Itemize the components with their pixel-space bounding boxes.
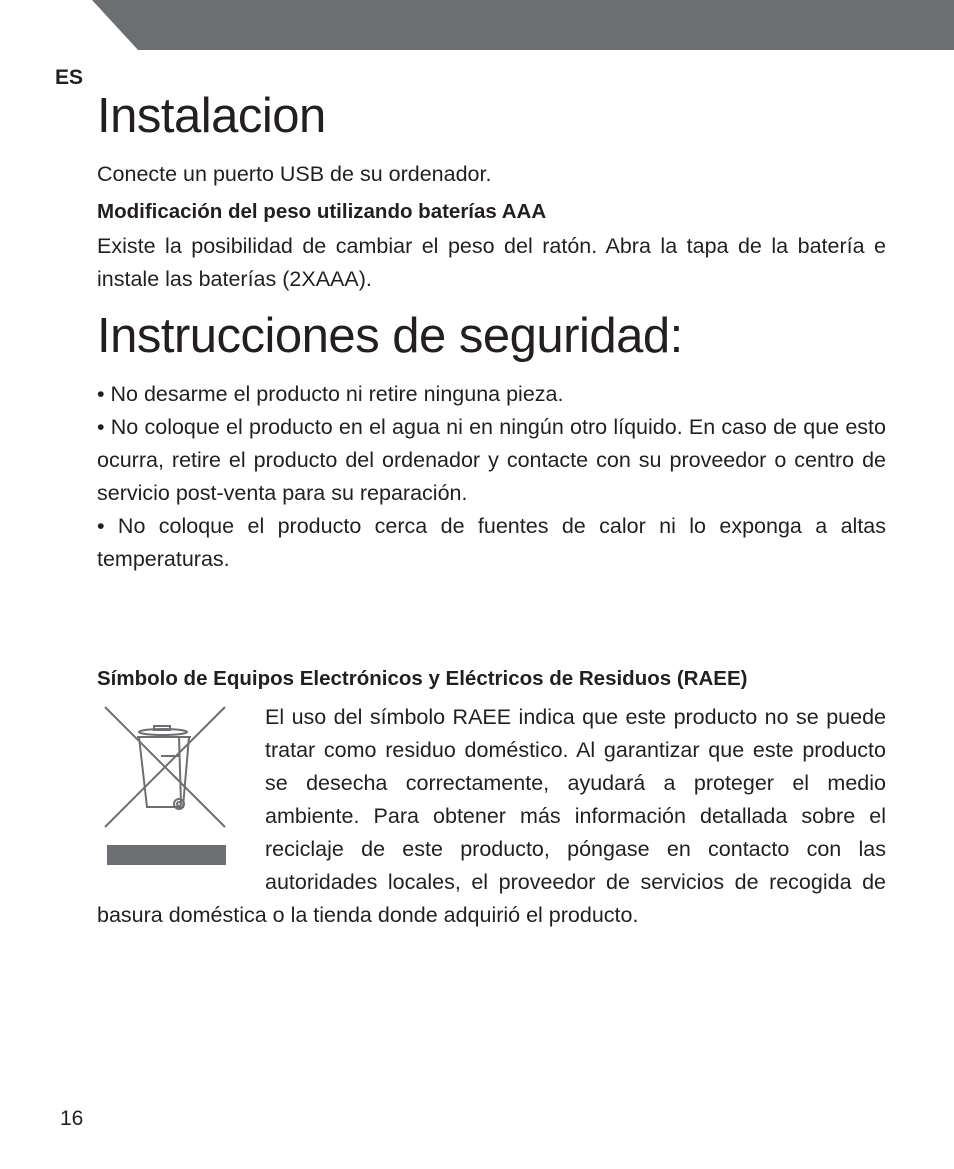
weight-paragraph: Existe la posibilidad de cambiar el peso del ratón. Abra la tapa de la batería e instale las baterías (2XAAA). xyxy=(97,233,886,291)
header-band xyxy=(0,0,954,50)
safety-item: • No coloque el producto en el agua ni en ningún otro líquido. En caso de que esto ocurra, retire el producto del ordenador y contacte con su proveedor o centro de servicio post-venta para su reparación. xyxy=(97,414,886,505)
weee-title: Símbolo de Equipos Electrónicos y Eléctricos de Residuos (RAEE) xyxy=(97,666,748,690)
page-number: 16 xyxy=(60,1107,84,1130)
page-content xyxy=(97,90,886,932)
language-tag: ES xyxy=(55,66,84,89)
weee-block xyxy=(97,701,886,932)
safety-item: • No coloque el producto cerca de fuentes de calor ni lo exponga a altas temperaturas. xyxy=(97,513,886,571)
safety-list xyxy=(97,378,886,576)
installation-title: Instalacion xyxy=(97,89,326,143)
safety-item: • No desarme el producto ni retire ninguna pieza. xyxy=(97,381,564,406)
safety-title: Instrucciones de seguridad: xyxy=(97,308,683,363)
usb-paragraph: Conecte un puerto USB de su ordenador. xyxy=(97,161,492,186)
weee-paragraph: El uso del símbolo RAEE indica que este producto no se puede tratar como residuo doméstico. Al garantizar que este producto se desecha correctamente, ayudará a proteger el medio ambiente. Para obtener más información detallada sobre el reciclaje de este producto, póngase en contacto con las autoridades locales, el proveedor de servicios de recogida de basura doméstica o la tienda donde adquirió el producto. xyxy=(97,704,886,927)
weight-subheading: Modificación del peso utilizando baterías AAA xyxy=(97,199,547,223)
crossed-out-wheelie-bin-icon xyxy=(97,703,227,867)
